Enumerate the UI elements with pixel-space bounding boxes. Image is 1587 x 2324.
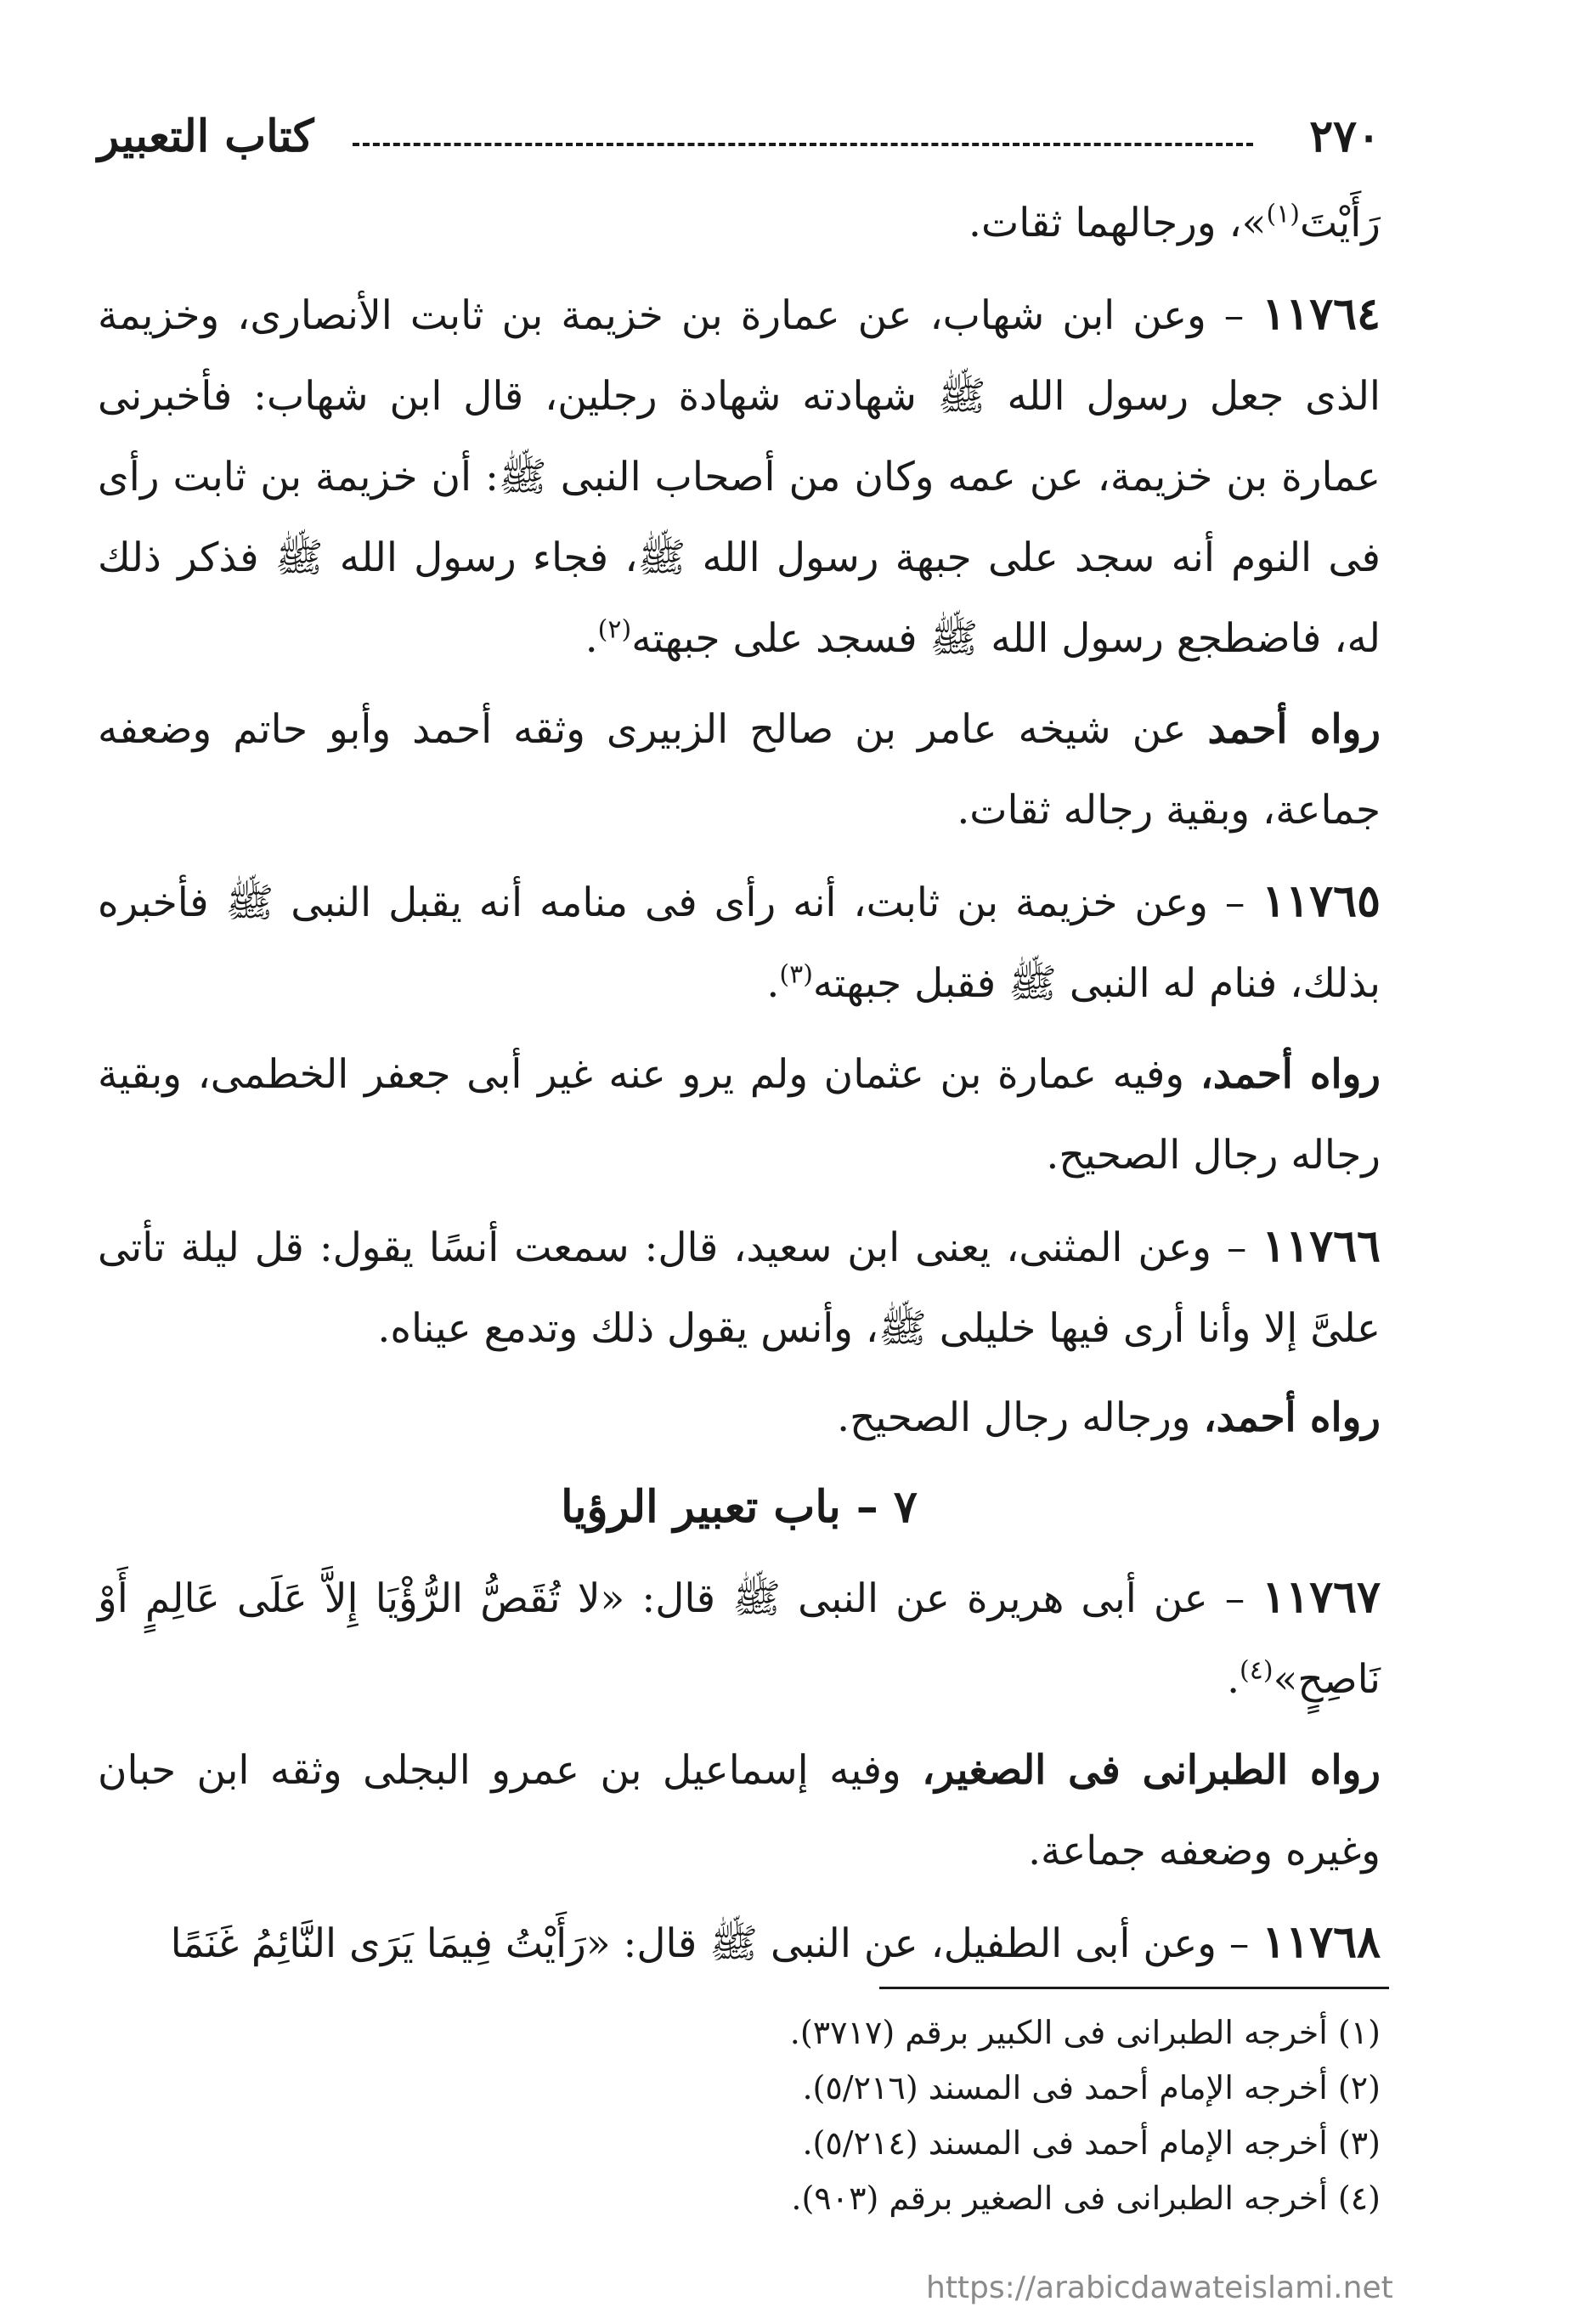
hadith-text: – وعن خزيمة بن ثابت، أنه رأى فى منامه أنه يقبل النبى ﷺ فأخبره بذلك، فنام له النبى ﷺ فقبل جبهته: [98, 879, 1381, 1007]
para-text: »، ورجالهما ثقات.: [969, 200, 1267, 246]
watermark-url: https://arabicdawateislami.net: [926, 2270, 1393, 2305]
para-text: .: [1227, 1656, 1240, 1703]
footnotes: [98, 2005, 1381, 2226]
source-label: رواه الطبرانى فى الصغير،: [922, 1747, 1381, 1794]
paragraph-continuation: [98, 183, 1381, 263]
footnote-ref: (٢): [597, 614, 632, 645]
footnote-ref: (١): [1266, 199, 1300, 229]
narration-note: [98, 1730, 1381, 1891]
note-text: وفيه عمارة بن عثمان ولم يرو عنه غير أبى جعفر الخطمى، وبقية رجاله رجال الصحيح.: [98, 1051, 1381, 1179]
hadith-11766: [98, 1206, 1381, 1369]
source-label: رواه أحمد،: [1200, 1051, 1381, 1098]
footnote-item: (٤) أخرجه الطبرانى فى الصغير برقم (٩٠٣).: [791, 2180, 1381, 2217]
hadith-text: – وعن أبى الطفيل، عن النبى ﷺ قال: «رَأَيْتُ فِيمَا يَرَى النَّائِمُ غَنَمًا: [170, 1920, 1250, 1967]
main-text: [98, 183, 1381, 1993]
source-label: رواه أحمد: [1207, 706, 1381, 753]
hadith-text: – وعن المثنى، يعنى ابن سعيد، قال: سمعت أنسًا يقول: قل ليلة تأتى علىَّ إلا وأنا أرى فيها خليلى ﷺ، وأنس يقول ذلك وتدمع عيناه.: [98, 1224, 1381, 1352]
para-text: .: [585, 615, 598, 662]
narration-note: [98, 689, 1381, 851]
hadith-11767: [98, 1557, 1381, 1720]
page-header: [98, 102, 1381, 178]
footnote-item: (٢) أخرجه الإمام أحمد فى المسند (٥/٢١٦).: [802, 2069, 1381, 2106]
hadith-number: ١١٧٦٦: [1262, 1220, 1381, 1272]
hadith-11764: [98, 274, 1381, 679]
hadith-number: ١١٧٦٥: [1262, 875, 1381, 927]
para-text: رَأَيْتَ: [1300, 200, 1381, 246]
narration-note: [98, 1034, 1381, 1196]
footnote-item: (١) أخرجه الطبرانى فى الكبير برقم (٣٧١٧).: [789, 2014, 1381, 2051]
page-number: ٢٧٠: [1309, 110, 1381, 162]
header-rule: [353, 143, 1253, 146]
footnote-ref: (٣): [779, 959, 813, 990]
footnote-separator: [879, 1987, 1389, 1989]
note-text: ورجاله رجال الصحيح.: [837, 1394, 1191, 1441]
note-text: عن شيخه عامر بن صالح الزبيرى وثقه أحمد وأبو حاتم وضعفه جماعة، وبقية رجاله ثقات.: [98, 706, 1381, 834]
source-label: رواه أحمد،: [1203, 1394, 1381, 1441]
footnote-item: (٣) أخرجه الإمام أحمد فى المسند (٥/٢١٤).: [802, 2124, 1381, 2162]
hadith-number: ١١٧٦٤: [1262, 288, 1381, 340]
hadith-text: – وعن ابن شهاب، عن عمارة بن خزيمة بن ثابت الأنصارى، وخزيمة الذى جعل رسول الله ﷺ شهادته شهادة رجلين، قال ابن شهاب: فأخبرنى عمارة بن خزيمة، عن عمه وكان من أصحاب النبى ﷺ: أن خزيمة بن ثابت رأى فى النوم أنه سجد على جبهة رسول الله ﷺ، فجاء رسول الله ﷺ فذكر ذلك له، فاضطجع رسول الله ﷺ فسجد على جبهته: [98, 292, 1381, 662]
hadith-number: ١١٧٦٨: [1262, 1916, 1381, 1968]
book-title: كتاب التعبير: [98, 110, 314, 162]
hadith-11765: [98, 861, 1381, 1024]
hadith-11768: [98, 1902, 1381, 1984]
note-text: وفيه إسماعيل بن عمرو البجلى وثقه ابن حبان وغيره وضعفه جماعة.: [98, 1747, 1381, 1874]
hadith-text: – عن أبى هريرة عن النبى ﷺ قال: «لا تُقَصُّ الرُّؤْيَا إِلاَّ عَلَى عَالِمٍ أَوْ نَاصِحٍ»: [98, 1575, 1381, 1703]
footnote-ref: (٤): [1240, 1655, 1274, 1686]
para-text: .: [766, 960, 780, 1007]
narration-note: [98, 1377, 1381, 1458]
hadith-number: ١١٧٦٧: [1262, 1571, 1381, 1623]
section-heading: ٧ – باب تعبير الرؤيا: [561, 1481, 918, 1533]
